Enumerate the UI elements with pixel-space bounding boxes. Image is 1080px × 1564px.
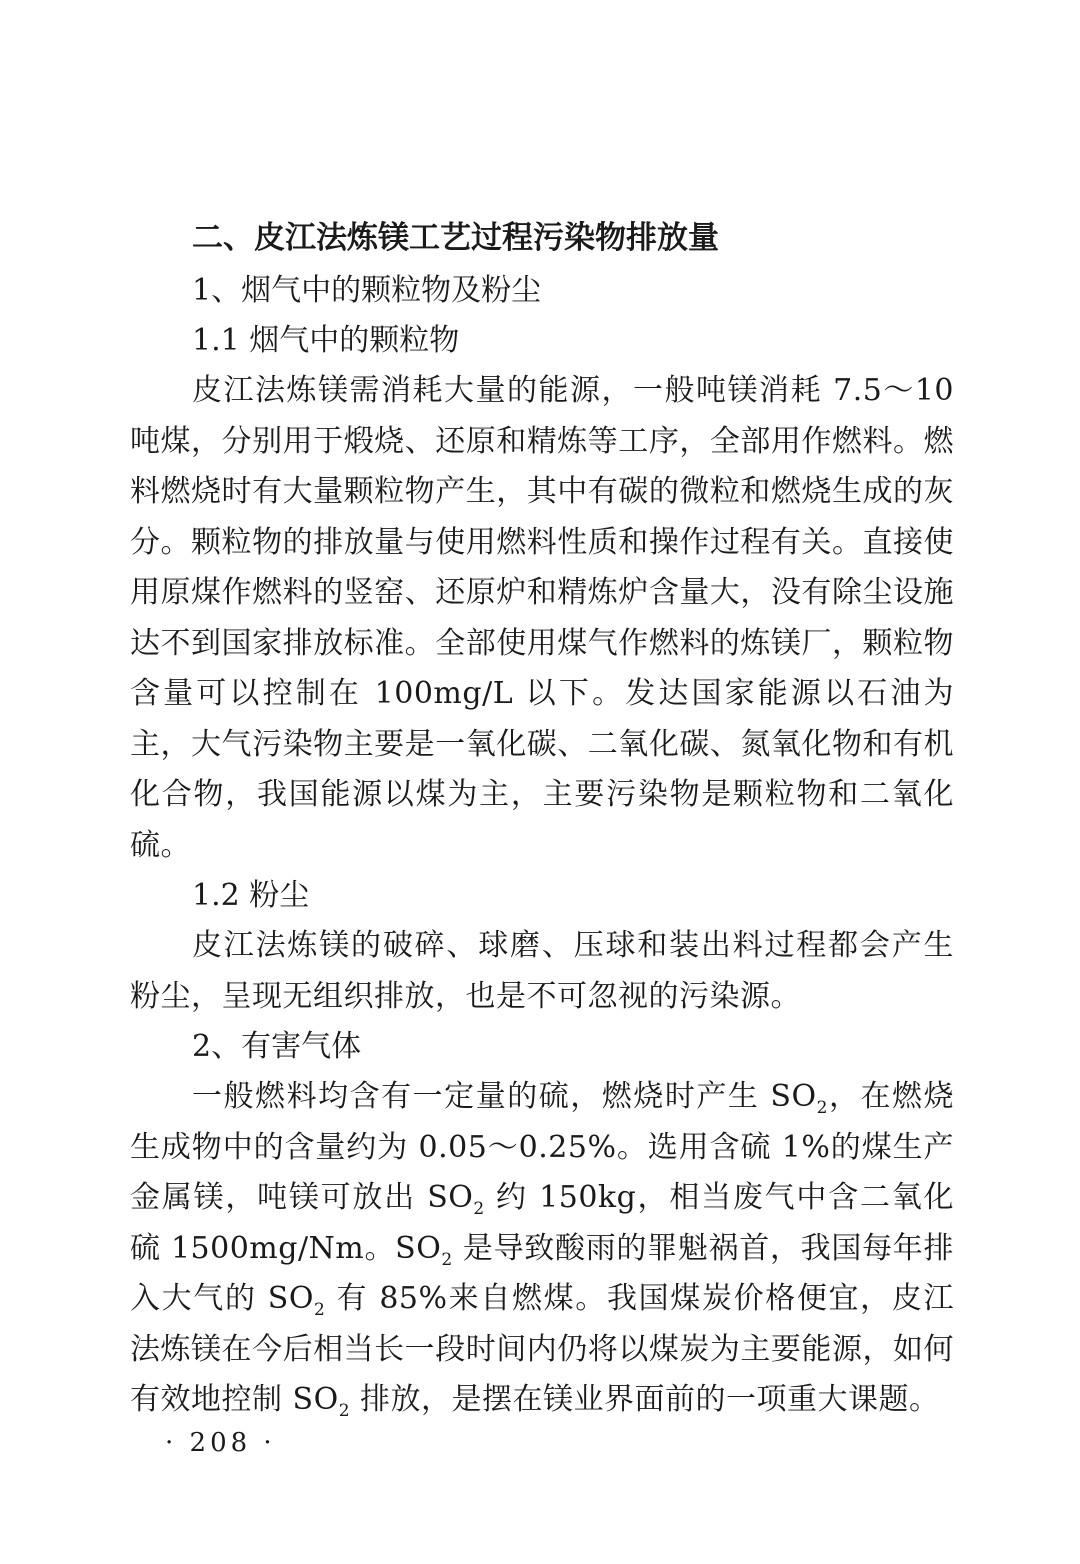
section-1-title: 1、烟气中的颗粒物及粉尘 — [192, 273, 542, 308]
section-2-text-4: 是导致酸雨的罪魁祸首，我国每年排入大气的 SO — [130, 1230, 954, 1316]
section-2-text-1: 一般燃料均含有一定量的硫，燃烧时产生 SO — [192, 1079, 817, 1114]
page-body — [130, 210, 954, 1426]
section-1-2-paragraph: 皮江法炼镁的破碎、球磨、压球和装出料过程都会产生粉尘，呈现无组织排放，也是不可忽视的污染源。 — [130, 928, 954, 1014]
section-2-title: 2、有害气体 — [192, 1029, 362, 1064]
section-1-1-title: 1.1 烟气中的颗粒物 — [192, 323, 460, 358]
section-1-1-paragraph: 皮江法炼镁需消耗大量的能源，一般吨镁消耗 7.5～10 吨煤，分别用于煅烧、还原和精炼等工序，全部用作燃料。燃料燃烧时有大量颗粒物产生，其中有碳的微粒和燃烧生成的灰分。颗粒物的排放量与使用燃料性质和操作过程有关。直接使用原煤作燃料的竖窑、还原炉和精炼炉含量大，没有除尘设施达不到国家排放标准。全部使用煤气作燃料的炼镁厂，颗粒物含量可以控制在 100mg/L 以下。发达国家能源以石油为主，大气污染物主要是一氧化碳、二氧化碳、氮氧化物和有机化合物，我国能源以煤为主，主要污染物是颗粒物和二氧化硫。 — [130, 373, 954, 863]
section-2-text-6: 排放，是摆在镁业界面前的一项重大课题。 — [350, 1382, 940, 1417]
page-number: · 208 · — [165, 1428, 276, 1458]
so2-subscript: 2 — [338, 1401, 351, 1421]
so2-subscript: 2 — [441, 1249, 453, 1270]
section-2-text-3: 约 150kg，相当废气中含二氧化硫 1500mg/Nm。SO — [130, 1180, 955, 1266]
section-2-paragraph — [130, 1072, 954, 1426]
section-heading: 二、皮江法炼镁工艺过程污染物排放量 — [192, 220, 719, 256]
so2-subscript: 2 — [313, 1300, 326, 1320]
section-2-text-2: ，在燃烧生成物中的含量约为 0.05～0.25%。选用含硫 1%的煤生产金属镁，吨镁可放出 SO — [130, 1079, 955, 1215]
section-2-text-5: 有 85%来自燃煤。我国煤炭价格便宜，皮江法炼镁在今后相当长一段时间内仍将以煤炭为主要能源，如何有效地控制 SO — [130, 1281, 954, 1417]
so2-subscript: 2 — [816, 1098, 828, 1118]
section-1-2-title: 1.2 粉尘 — [192, 878, 310, 913]
so2-subscript: 2 — [473, 1199, 485, 1219]
